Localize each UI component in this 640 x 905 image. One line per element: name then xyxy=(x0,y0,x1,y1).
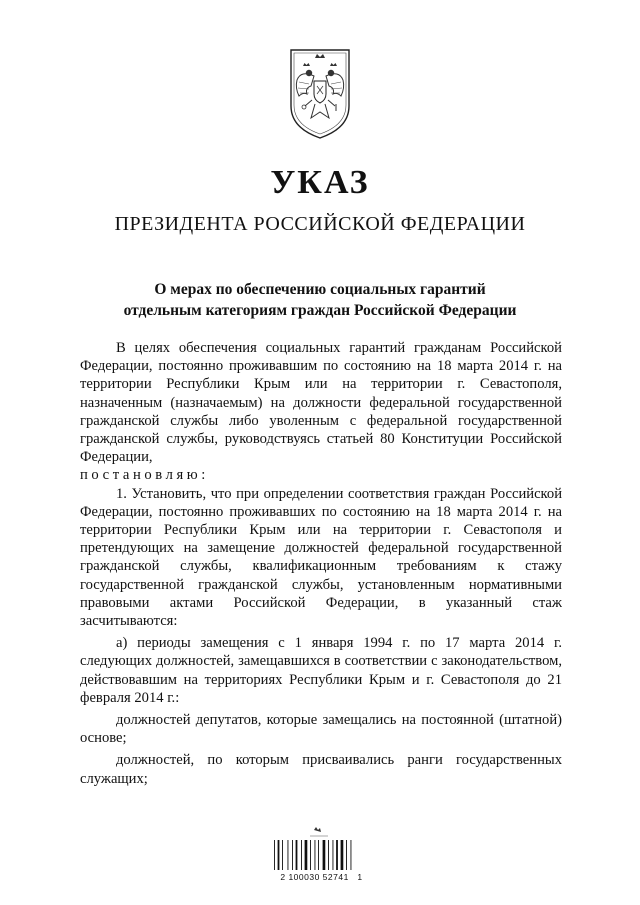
decree-body xyxy=(80,339,562,788)
barcode-image xyxy=(270,826,370,878)
coat-of-arms-emblem xyxy=(285,48,355,140)
decree-heading-line-1: О мерах по обеспечению социальных гарантий xyxy=(154,281,486,298)
document-subtitle: ПРЕЗИДЕНТА РОССИЙСКОЙ ФЕДЕРАЦИИ xyxy=(114,213,526,235)
intro-paragraph: В целях обеспечения социальных гарантий гражданам Российской Федерации, постоянно проживавшим по состоянию на 18 марта 2014 г. на территории Республики Крым или на территории г. Севастополя, назначенным (назначаемым) на должности федеральной государственной гражданской службы либо уволенным с федеральной государственной гражданской службы, руководствуясь статьей 80 Конституции Российской Федерации, xyxy=(80,340,562,466)
barcode-number: 2 100030 52741 1 xyxy=(280,872,363,882)
item-1a-paragraph: а) периоды замещения с 1 января 1994 г. по 17 марта 2014 г. следующих должностей, замещавшихся в соответствии с законодательством, действовавшим на территориях Республики Крым и г. Севастополя до 21 февраля 2014 г.: xyxy=(80,635,562,706)
decree-heading-line-2: отдельным категориям граждан Российской Федерации xyxy=(123,302,517,319)
decree-word-paragraph xyxy=(80,466,562,484)
decree-word: постановляю: xyxy=(80,467,209,484)
barcode-block xyxy=(270,826,370,886)
item-1a-point-1: должностей депутатов, которые замещались на постоянной (штатной) основе; xyxy=(80,712,562,747)
item-1-paragraph: 1. Установить, что при определении соответствия граждан Российской Федерации, постоянно проживавших по состоянию на 18 марта 2014 г. на территории Республики Крым или на территории г. Севастополя и претендующих на замещение должностей федеральной государственной гражданской службы, квалификационным требованиям к стажу государственной гражданской службы, установленным нормативными правовыми актами Российской Федерации, в указанный стаж засчитываются: xyxy=(80,485,562,630)
decree-heading xyxy=(80,279,560,321)
item-1a-point-2: должностей, по которым присваивались ранги государственных служащих; xyxy=(80,752,562,787)
document-title: УКАЗ xyxy=(270,164,370,201)
